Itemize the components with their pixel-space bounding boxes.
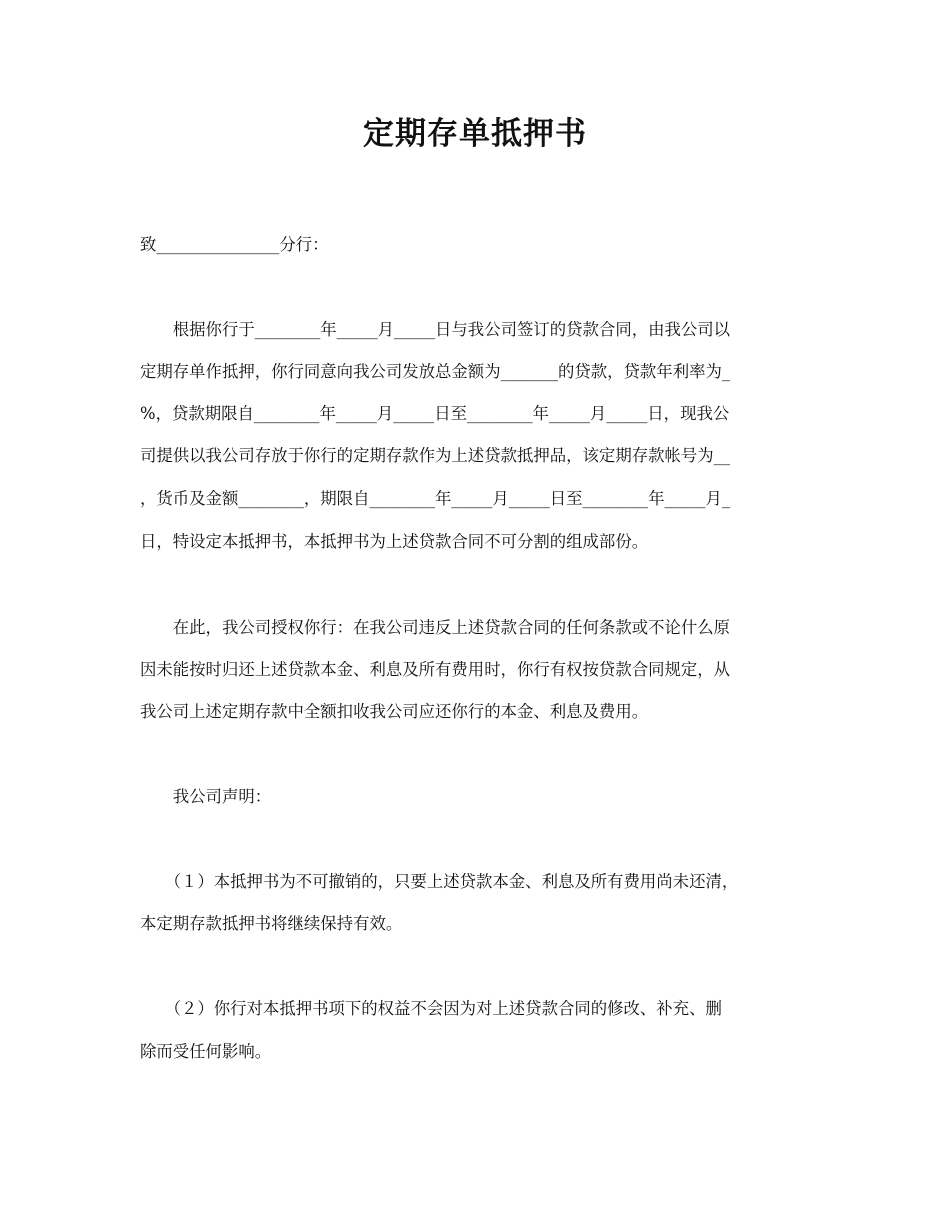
- document-title: 定期存单抵押书: [363, 116, 587, 152]
- paragraph-2-line-2: 因未能按时归还上述贷款本金、利息及所有费用时，你行有权按贷款合同规定，从: [140, 660, 731, 679]
- clause-1-line-1: （１）本抵押书为不可撤销的，只要上述贷款本金、利息及所有费用尚未还清，: [140, 872, 739, 891]
- paragraph-1-line-1: 根据你行于________年_____月_____日与我公司签订的贷款合同，由我公司以: [140, 320, 731, 339]
- paragraph-1-line-2: 定期存单作抵押，你行同意向我公司发放总金额为_______的贷款，贷款年利率为_: [140, 362, 731, 381]
- clause-2-line-2: 除而受任何影响。: [140, 1042, 272, 1061]
- addressee-line: 致_______________分行：: [140, 235, 329, 254]
- declaration-heading: 我公司声明：: [140, 787, 272, 806]
- paragraph-1-line-6: 日，特设定本抵押书，本抵押书为上述贷款合同不可分割的组成部份。: [140, 532, 649, 551]
- clause-2-line-1: （２）你行对本抵押书项下的权益不会因为对上述贷款合同的修改、补充、删: [140, 999, 722, 1018]
- paragraph-2-line-3: 我公司上述定期存款中全额扣收我公司应还你行的本金、利息及费用。: [140, 702, 649, 721]
- paragraph-2-line-1: 在此，我公司授权你行：在我公司违反上述贷款合同的任何条款或不论什么原: [140, 618, 731, 637]
- clause-1-line-2: 本定期存款抵押书将继续保持有效。: [140, 914, 403, 933]
- paragraph-1-line-5: ，货币及金额________，期限自________年_____月_____日至________年_____月_: [140, 489, 731, 508]
- paragraph-1-line-3: %，贷款期限自________年_____月_____日至________年_____月_____日，现我公: [140, 404, 730, 423]
- paragraph-1-line-4: 司提供以我公司存放于你行的定期存款作为上述贷款抵押品，该定期存款帐号为__: [140, 446, 731, 465]
